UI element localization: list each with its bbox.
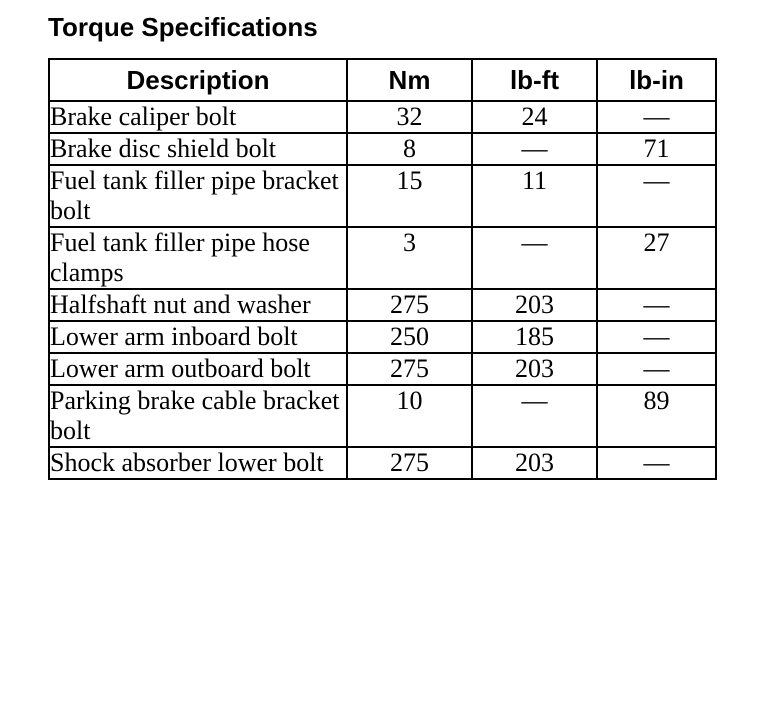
- table-row: [49, 385, 716, 447]
- nm-cell: 275: [347, 353, 472, 385]
- table-row: [49, 165, 716, 227]
- lb-ft-cell: 11: [472, 165, 597, 227]
- lb-in-cell: 71: [597, 133, 716, 165]
- lb-in-cell: —: [597, 321, 716, 353]
- table-row: [49, 447, 716, 479]
- lb-ft-cell: 203: [472, 447, 597, 479]
- table-row: [49, 353, 716, 385]
- lb-in-cell: 27: [597, 227, 716, 289]
- lb-in-cell: —: [597, 447, 716, 479]
- description-cell: Lower arm outboard bolt: [49, 353, 347, 385]
- nm-cell: 275: [347, 447, 472, 479]
- column-header-description: Description: [49, 59, 347, 101]
- column-header-nm: Nm: [347, 59, 472, 101]
- description-cell: Lower arm inboard bolt: [49, 321, 347, 353]
- description-cell: Halfshaft nut and washer: [49, 289, 347, 321]
- lb-in-cell: —: [597, 353, 716, 385]
- table-row: [49, 227, 716, 289]
- lb-ft-cell: 185: [472, 321, 597, 353]
- nm-cell: 275: [347, 289, 472, 321]
- lb-ft-cell: —: [472, 227, 597, 289]
- lb-ft-cell: 203: [472, 289, 597, 321]
- table-row: [49, 321, 716, 353]
- lb-in-cell: —: [597, 289, 716, 321]
- nm-cell: 15: [347, 165, 472, 227]
- description-cell: Brake disc shield bolt: [49, 133, 347, 165]
- table-row: [49, 101, 716, 133]
- nm-cell: 250: [347, 321, 472, 353]
- table-header-row: [49, 59, 716, 101]
- nm-cell: 8: [347, 133, 472, 165]
- lb-ft-cell: —: [472, 133, 597, 165]
- page-title: Torque Specifications: [48, 12, 318, 42]
- nm-cell: 3: [347, 227, 472, 289]
- nm-cell: 10: [347, 385, 472, 447]
- description-cell: Fuel tank filler pipe hose clamps: [49, 227, 347, 289]
- nm-cell: 32: [347, 101, 472, 133]
- lb-in-cell: —: [597, 101, 716, 133]
- column-header-lb-ft: lb-ft: [472, 59, 597, 101]
- lb-ft-cell: —: [472, 385, 597, 447]
- column-header-lb-in: lb-in: [597, 59, 716, 101]
- table-row: [49, 133, 716, 165]
- description-cell: Fuel tank filler pipe bracket bolt: [49, 165, 347, 227]
- lb-in-cell: 89: [597, 385, 716, 447]
- description-cell: Brake caliper bolt: [49, 101, 347, 133]
- lb-in-cell: —: [597, 165, 716, 227]
- lb-ft-cell: 203: [472, 353, 597, 385]
- table-row: [49, 289, 716, 321]
- lb-ft-cell: 24: [472, 101, 597, 133]
- torque-specifications-table: [48, 58, 717, 480]
- description-cell: Shock absorber lower bolt: [49, 447, 347, 479]
- description-cell: Parking brake cable bracket bolt: [49, 385, 347, 447]
